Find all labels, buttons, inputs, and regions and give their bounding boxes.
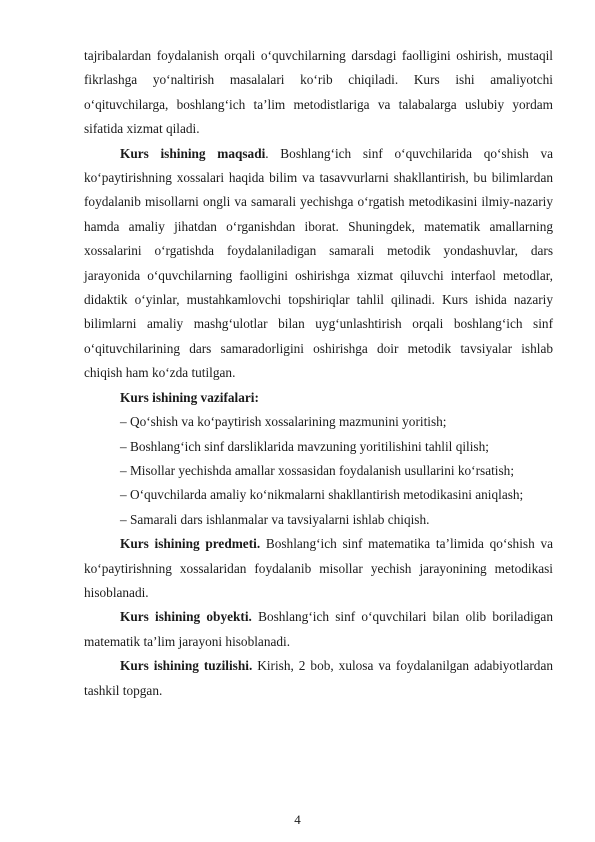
object-heading: Kurs ishining obyekti.: [120, 609, 252, 625]
goal-heading: Kurs ishining maqsadi: [120, 145, 266, 161]
intro-paragraph: tajribalardan foydalanish orqali o‘quvchilarning darsdagi faolligini oshirish, mustaqil fikrlashga yo‘naltirish masalalari ko‘rib chiqiladi. Kurs ishi amaliyotchi o‘qituvchilarga, boshlang‘ich ta’lim metodistlariga va talabalarga uslubiy yordam sifatida xizmat qiladi.: [84, 48, 553, 137]
list-item: – Qo‘shish va ko‘paytirish xossalarining mazmunini yoritish;: [120, 414, 447, 430]
goal-text: . Boshlang‘ich sinf o‘quvchilarida qo‘shish va ko‘paytirishning xossalari haqida bilim va tasavvurlarni shakllantirish, bu bilimlardan foydalanib misollarni ongli va samarali yechishga o‘rgatish metodikasini ilmiy-nazariy hamda amaliy jihatdan o‘rganishdan iborat. Shuningdek, matematik amallarning xossalarini o‘rgatishda foydalaniladigan samarali metodik yondashuvlar, dars jarayonida o‘quvchilarning faolligini oshirishga xizmat qiluvchi interfaol metodlar, didaktik o‘yinlar, mustahkamlovchi topshiriqlar tahlil qilinadi. Kurs ishida nazariy bilimlarni amaliy mashg‘ulotlar bilan uyg‘unlashtirish orqali boshlang‘ich sinf o‘qituvchilarining dars samaradorligini oshirishga doir metodik tavsiyalar ishlab chiqish ham ko‘zda tutilgan.: [84, 145, 553, 381]
list-item: – Boshlang‘ich sinf darsliklarida mavzuning yoritilishini tahlil qilish;: [120, 438, 489, 454]
structure-text: Kirish, 2 bob, xulosa va foydalanilgan adabiyotlardan tashkil topgan.: [84, 658, 553, 698]
goal-paragraph: [84, 142, 553, 386]
structure-paragraph: [84, 654, 553, 703]
structure-heading: Kurs ishining tuzilishi.: [120, 658, 253, 674]
list-item: – O‘quvchilarda amaliy ko‘nikmalarni shakllantirish metodikasini aniqlash;: [120, 487, 524, 503]
subject-text: Boshlang‘ich sinf matematika ta’limida qo‘shish va ko‘paytirishning xossalaridan foydalanib misollar yechish jarayonining metodikasi hisoblanadi.: [84, 536, 553, 600]
list-item: – Samarali dars ishlanmalar va tavsiyalarni ishlab chiqish.: [120, 511, 430, 527]
object-paragraph: [84, 605, 553, 654]
subject-paragraph: [84, 532, 553, 605]
subject-heading: Kurs ishining predmeti.: [120, 536, 261, 552]
page-number: 4: [294, 812, 301, 827]
tasks-list: [84, 410, 553, 532]
object-text: Boshlang‘ich sinf o‘quvchilari bilan olib boriladigan matematik ta’lim jarayoni hisoblanadi.: [84, 609, 553, 649]
document-body: [84, 44, 553, 703]
tasks-heading: Kurs ishining vazifalari:: [120, 389, 259, 405]
list-item: – Misollar yechishda amallar xossasidan foydalanish usullarini ko‘rsatish;: [120, 462, 515, 478]
